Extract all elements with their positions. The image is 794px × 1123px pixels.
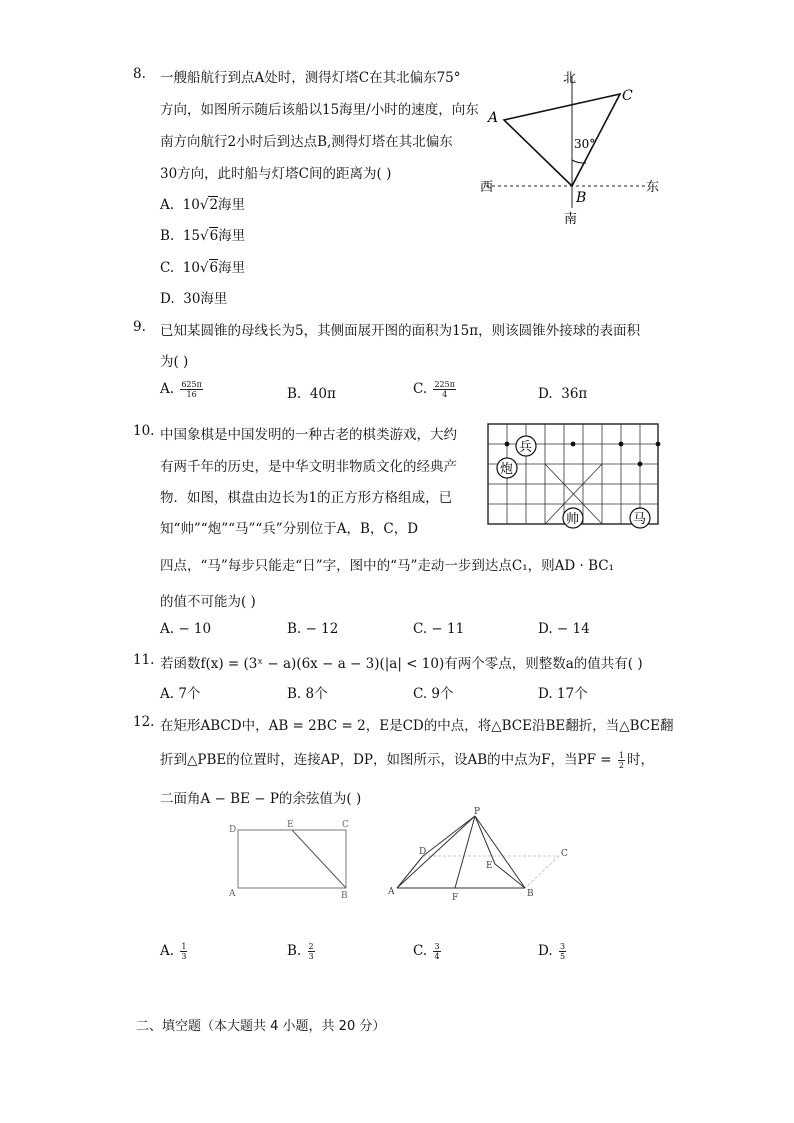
q10-line-1: 中国象棋是中国发明的一种古老的棋类游戏，大约 <box>160 427 457 443</box>
label-south: 南 <box>564 212 578 227</box>
q12-option-a: A. $\frac{1}{3}$ <box>160 942 187 961</box>
q12-option-c: C. $\frac{3}{4}$ <box>413 942 440 961</box>
q8-option-a: A. 10√2海里 <box>160 197 246 213</box>
pyramid-edges <box>397 816 525 888</box>
q8-compass-figure <box>478 66 668 228</box>
q10-option-b: B. − 12 <box>287 621 339 637</box>
q10-chessboard-figure <box>484 420 662 530</box>
q9-option-c: C. $\frac{225\pi}{4}$ <box>413 380 455 399</box>
q10-line-4: 知“帅”“炮”“马”“兵”分别位于A，B，C，D <box>160 521 419 537</box>
triangle-abc <box>504 94 620 186</box>
q11-option-c: C. 9个 <box>413 686 454 702</box>
q9-option-a: A. $\frac{625\pi}{16}$ <box>160 380 202 399</box>
label-angle: 30° <box>574 137 596 151</box>
q10-number: 10. <box>133 423 155 439</box>
piece-shuai: 帅 <box>566 512 580 527</box>
q10-option-c: C. − 11 <box>413 621 465 637</box>
q11-option-d: D. 17个 <box>538 686 588 702</box>
q11-number: 11. <box>133 652 155 668</box>
label-c: C <box>622 88 633 104</box>
q12-number: 12. <box>133 714 155 730</box>
q8-line-3: 南方向航行2小时后到达点B,测得灯塔在其北偏东 <box>160 134 453 150</box>
pyr-label-b: B <box>527 889 534 899</box>
piece-pao: 炮 <box>500 462 514 477</box>
pyr-label-d: D <box>419 847 427 857</box>
rect-label-a: A <box>229 889 236 899</box>
label-west: 西 <box>480 180 494 195</box>
q8-option-d: D. 30海里 <box>160 291 228 307</box>
q10-line-2: 有两千年的历史，是中华文明非物质文化的经典产 <box>160 459 457 475</box>
pyr-label-c: C <box>561 849 568 859</box>
label-a: A <box>488 110 499 126</box>
dashed-plane <box>397 856 559 888</box>
rect-label-c: C <box>342 820 349 830</box>
pyr-label-a: A <box>388 887 395 897</box>
q12-line-2: 折到△PBE的位置时，连接AP，DP，如图所示，设AB的中点为F，当PF = $\frac{1}{2}$ 时， <box>160 751 654 770</box>
q8-line-2: 方向，如图所示随后该船以15海里/小时的速度，向东 <box>160 102 479 118</box>
q9-line-1: 已知某圆锥的母线长为5，其侧面展开图的面积为15π，则该圆锥外接球的表面积 <box>160 323 641 339</box>
q8-line-4: 30方向，此时船与灯塔C间的距离为( ) <box>160 166 392 182</box>
q12-pyramid-figure <box>383 806 573 906</box>
label-b: B <box>576 190 587 206</box>
q8-option-b: B. 15√6海里 <box>160 228 246 244</box>
rect-label-b: B <box>341 891 348 901</box>
q9-option-d: D. 36π <box>538 386 588 402</box>
rect-label-d: D <box>229 825 237 835</box>
q11-option-b: B. 8个 <box>287 686 328 702</box>
q12-option-b: B. $\frac{2}{3}$ <box>287 942 314 961</box>
q12-option-d: D. $\frac{3}{5}$ <box>538 942 566 961</box>
q9-line-2: 为( ) <box>160 354 189 370</box>
q10-option-a: A. − 10 <box>160 621 212 637</box>
pyr-label-f: F <box>452 893 459 903</box>
pyr-label-p: P <box>474 807 481 817</box>
rect-label-e: E <box>287 820 294 830</box>
piece-bing: 兵 <box>519 440 533 455</box>
piece-ma: 马 <box>633 512 647 527</box>
q9-option-b: B. 40π <box>287 386 336 402</box>
q8-number: 8. <box>133 66 146 82</box>
q11-line: 若函数f(x) = (3ˣ − a)(6x − a − 3)(|a| < 10)有两个零点，则整数a的值共有( ) <box>160 656 643 672</box>
segment-be <box>292 830 346 888</box>
q12-line-1: 在矩形ABCD中，AB = 2BC = 2，E是CD的中点，将△BCE沿BE翻折，当△BCE翻 <box>160 718 674 734</box>
q10-option-d: D. − 14 <box>538 621 590 637</box>
pyr-label-e: E <box>486 861 493 871</box>
section-2-heading: 二、填空题（本大题共 4 小题，共 20 分） <box>136 1019 386 1034</box>
label-north: 北 <box>563 71 577 86</box>
q10-line-5: 四点，“马”每步只能走“日”字，图中的“马”走动一步到达点C₁，则AD · BC₁ <box>160 558 615 574</box>
q9-number: 9. <box>133 319 146 335</box>
q10-line-3: 物．如图，棋盘由边长为1的正方形方格组成，已 <box>160 490 453 506</box>
q11-option-a: A. 7个 <box>160 686 201 702</box>
q10-line-6: 的值不可能为( ) <box>160 594 256 610</box>
q12-line-3: 二面角A − BE − P的余弦值为( ) <box>160 791 362 807</box>
q12-rectangle-figure <box>226 818 356 902</box>
label-east: 东 <box>646 180 660 195</box>
q8-line-1: 一艘船航行到点A处时，测得灯塔C在其北偏东75° <box>160 70 461 86</box>
q8-option-c: C. 10√6海里 <box>160 260 246 276</box>
rect-abcd <box>238 830 346 888</box>
